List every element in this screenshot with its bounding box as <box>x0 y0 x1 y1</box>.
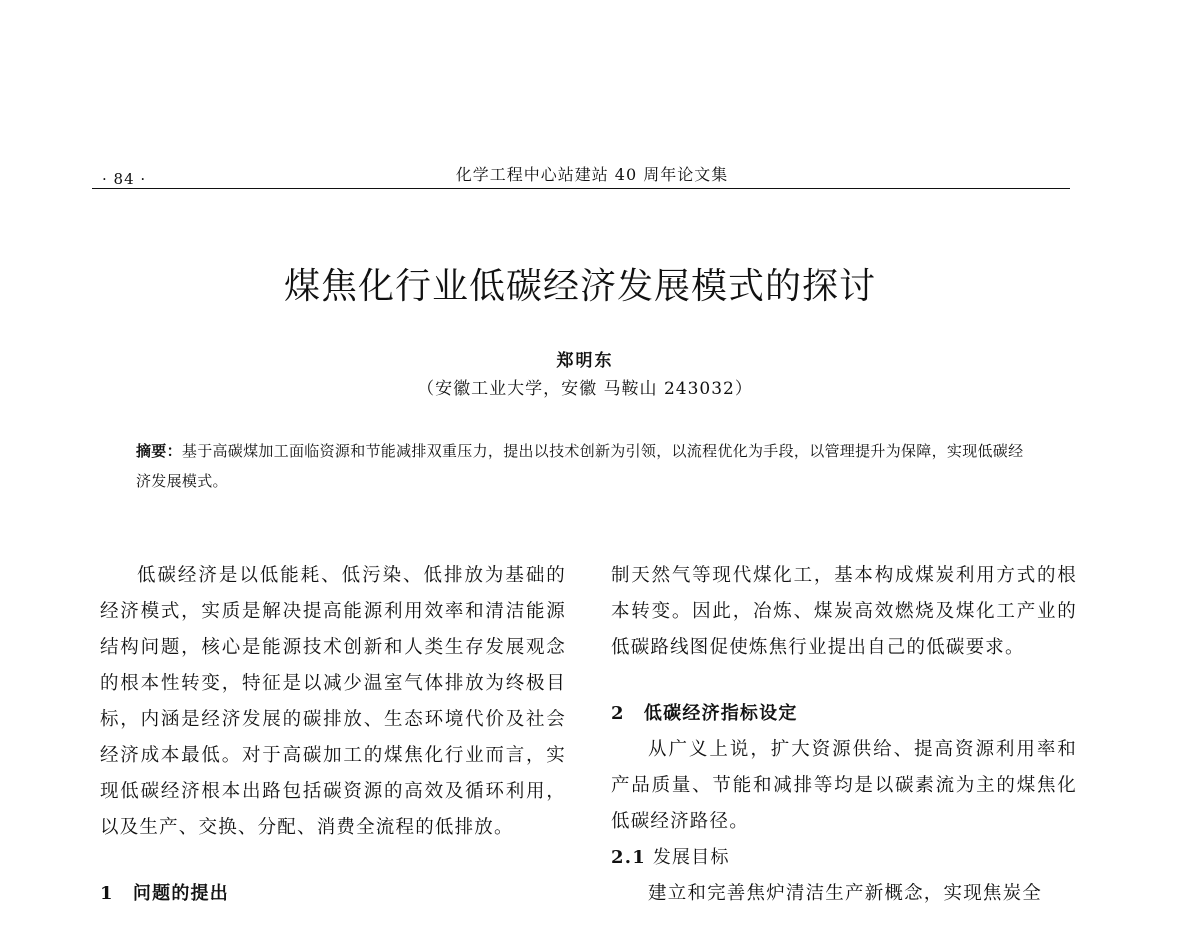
subsection-paragraph: 建立和完善焦炉清洁生产新概念，实现焦炭全 <box>648 883 1043 904</box>
section-heading-2: 2 低碳经济指标设定 <box>611 703 798 724</box>
journal-title: 化学工程中心站建站 40 周年论文集 <box>455 165 729 184</box>
section-2-paragraph: 从广义上说，扩大资源供给、提高资源利用率和产品质量、节能和减排等均是以碳素流为主的煤焦化低碳经济路径。 <box>611 739 1077 832</box>
intro-paragraph: 低碳经济是以低能耗、低污染、低排放为基础的经济模式，实质是解决提高能源利用效率和清洁能源结构问题，核心是能源技术创新和人类生存发展观念的根本性转变，特征是以减少温室气体排放为终极目标，内涵是经济发展的碳排放、生态环境代价及社会经济成本最低。对于高碳加工的煤焦化行业而言，实现低碳经济根本出路包括碳资源的高效及循环利用，以及生产、交换、分配、消费全流程的低排放。 <box>100 565 566 838</box>
left-column <box>100 558 566 912</box>
subsection-title: 发展目标 <box>652 847 730 868</box>
header-rule <box>92 188 1070 189</box>
continued-paragraph: 制天然气等现代煤化工，基本构成煤炭利用方式的根本转变。因此，冶炼、煤炭高效燃烧及煤化工产业的低碳路线图促使炼焦行业提出自己的低碳要求。 <box>611 565 1077 658</box>
spacer <box>611 666 1077 696</box>
abstract <box>136 436 1036 496</box>
spacer <box>100 846 566 876</box>
article-title: 煤焦化行业低碳经济发展模式的探讨 <box>283 266 876 307</box>
right-column <box>611 558 1077 912</box>
subsection-number: 2.1 <box>611 847 646 868</box>
subsection-heading-2-1 <box>611 840 1077 876</box>
page-number: · 84 · <box>102 170 147 188</box>
abstract-label: 摘要： <box>136 442 182 460</box>
author-affiliation: （安徽工业大学，安徽 马鞍山 243032） <box>417 379 753 399</box>
running-header <box>92 160 1072 190</box>
author-name: 郑明东 <box>556 351 614 371</box>
section-heading-1: 1 问题的提出 <box>100 883 229 904</box>
abstract-text: 基于高碳煤加工面临资源和节能减排双重压力，提出以技术创新为引领，以流程优化为手段，以管理提升为保障，实现低碳经济发展模式。 <box>136 442 1024 490</box>
